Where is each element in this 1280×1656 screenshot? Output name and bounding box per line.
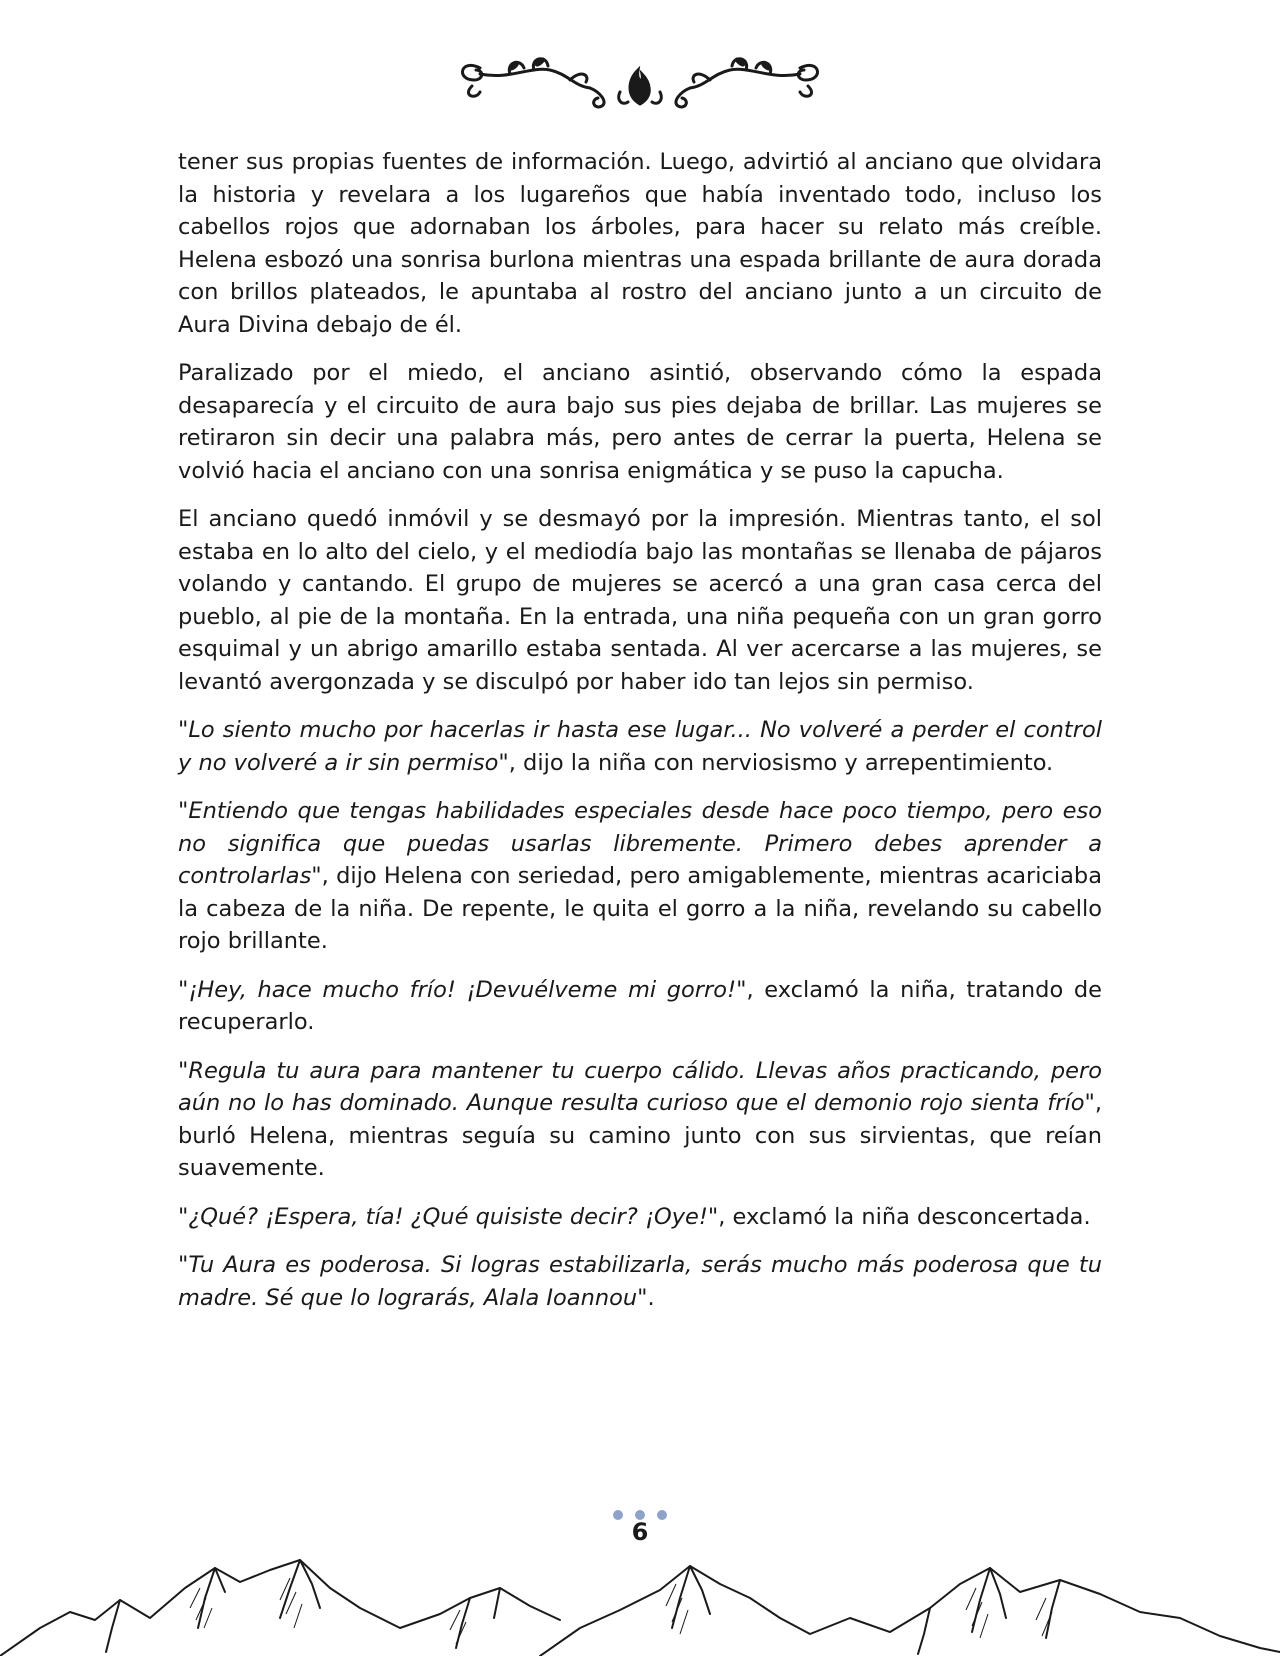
paragraph — [178, 503, 1102, 698]
dialogue-quote: "Lo siento mucho por hacerlas ir hasta ese lugar... No volveré a perder el control y no volveré a ir sin permiso" — [178, 717, 1102, 776]
dialogue-paragraph — [178, 714, 1102, 779]
dialogue-quote: "Entiendo que tengas habilidades especiales desde hace poco tiempo, pero eso no significa que puedas usarlas libremente. Primero debes aprender a controlarlas" — [178, 798, 1102, 889]
dialogue-quote: "¿Qué? ¡Espera, tía! ¿Qué quisiste decir? ¡Oye!" — [178, 1203, 719, 1230]
dialogue-narration: , dijo la niña con nerviosismo y arrepentimiento. — [508, 749, 1054, 776]
dialogue-paragraph — [178, 1249, 1102, 1314]
dialogue-narration: , burló Helena, mientras seguía su camino junto con sus sirvientas, que reían suavemente. — [178, 1090, 1102, 1181]
dialogue-paragraph — [178, 1201, 1102, 1234]
paragraph — [178, 357, 1102, 487]
dialogue-narration: . — [647, 1284, 655, 1311]
mountain-range-illustration-icon — [0, 1548, 1280, 1656]
paragraph-text: El anciano quedó inmóvil y se desmayó por la impresión. Mientras tanto, el sol estaba en lo alto del cielo, y el mediodía bajo las montañas se llenaba de pájaros volando y cantando. El grupo de mujeres se acercó a una gran casa cerca del pueblo, al pie de la montaña. En la entrada, una niña pequeña con un gran gorro esquimal y un abrigo amarillo estaba sentada. Al ver acercarse a las mujeres, se levantó avergonzada y se disculpó por haber ido tan lejos sin permiso. — [178, 506, 1102, 695]
dialogue-quote: "¡Hey, hace mucho frío! ¡Devuélveme mi gorro!" — [178, 976, 747, 1003]
paragraph-text: Paralizado por el miedo, el anciano asintió, observando cómo la espada desaparecía y el circuito de aura bajo sus pies dejaba de brillar. Las mujeres se retiraron sin decir una palabra más, pero antes de cerrar la puerta, Helena se volvió hacia el anciano con una sonrisa enigmática y se puso la capucha. — [178, 360, 1102, 484]
dialogue-quote: "Tu Aura es poderosa. Si logras estabilizarla, serás mucho más poderosa que tu madre. Sé que lo lograrás, Alala Ioannou" — [178, 1252, 1102, 1311]
story-body — [178, 146, 1102, 1330]
page-number: 6 — [631, 1518, 649, 1546]
dialogue-narration: , dijo Helena con seriedad, pero amigablemente, mientras acariciaba la cabeza de la niña. De repente, le quita el gorro a la niña, revelando su cabello rojo brillante. — [178, 863, 1102, 954]
dialogue-narration: , exclamó la niña, tratando de recuperarlo. — [178, 976, 1102, 1035]
dialogue-paragraph — [178, 974, 1102, 1039]
floral-flame-ornament-icon — [450, 40, 830, 110]
dialogue-paragraph — [178, 795, 1102, 958]
dialogue-narration: , exclamó la niña desconcertada. — [718, 1203, 1091, 1230]
paragraph-text: tener sus propias fuentes de información. Luego, advirtió al anciano que olvidara la historia y revelara a los lugareños que había inventado todo, incluso los cabellos rojos que adornaban los árboles, para hacer su relato más creíble. Helena esbozó una sonrisa burlona mientras una espada brillante de aura dorada con brillos plateados, le apuntaba al rostro del anciano junto a un circuito de Aura Divina debajo de él. — [178, 149, 1102, 338]
dialogue-paragraph — [178, 1055, 1102, 1185]
dialogue-quote: "Regula tu aura para mantener tu cuerpo cálido. Llevas años practicando, pero aún no lo has dominado. Aunque resulta curioso que el demonio rojo sienta frío" — [178, 1057, 1102, 1116]
paragraph — [178, 146, 1102, 341]
